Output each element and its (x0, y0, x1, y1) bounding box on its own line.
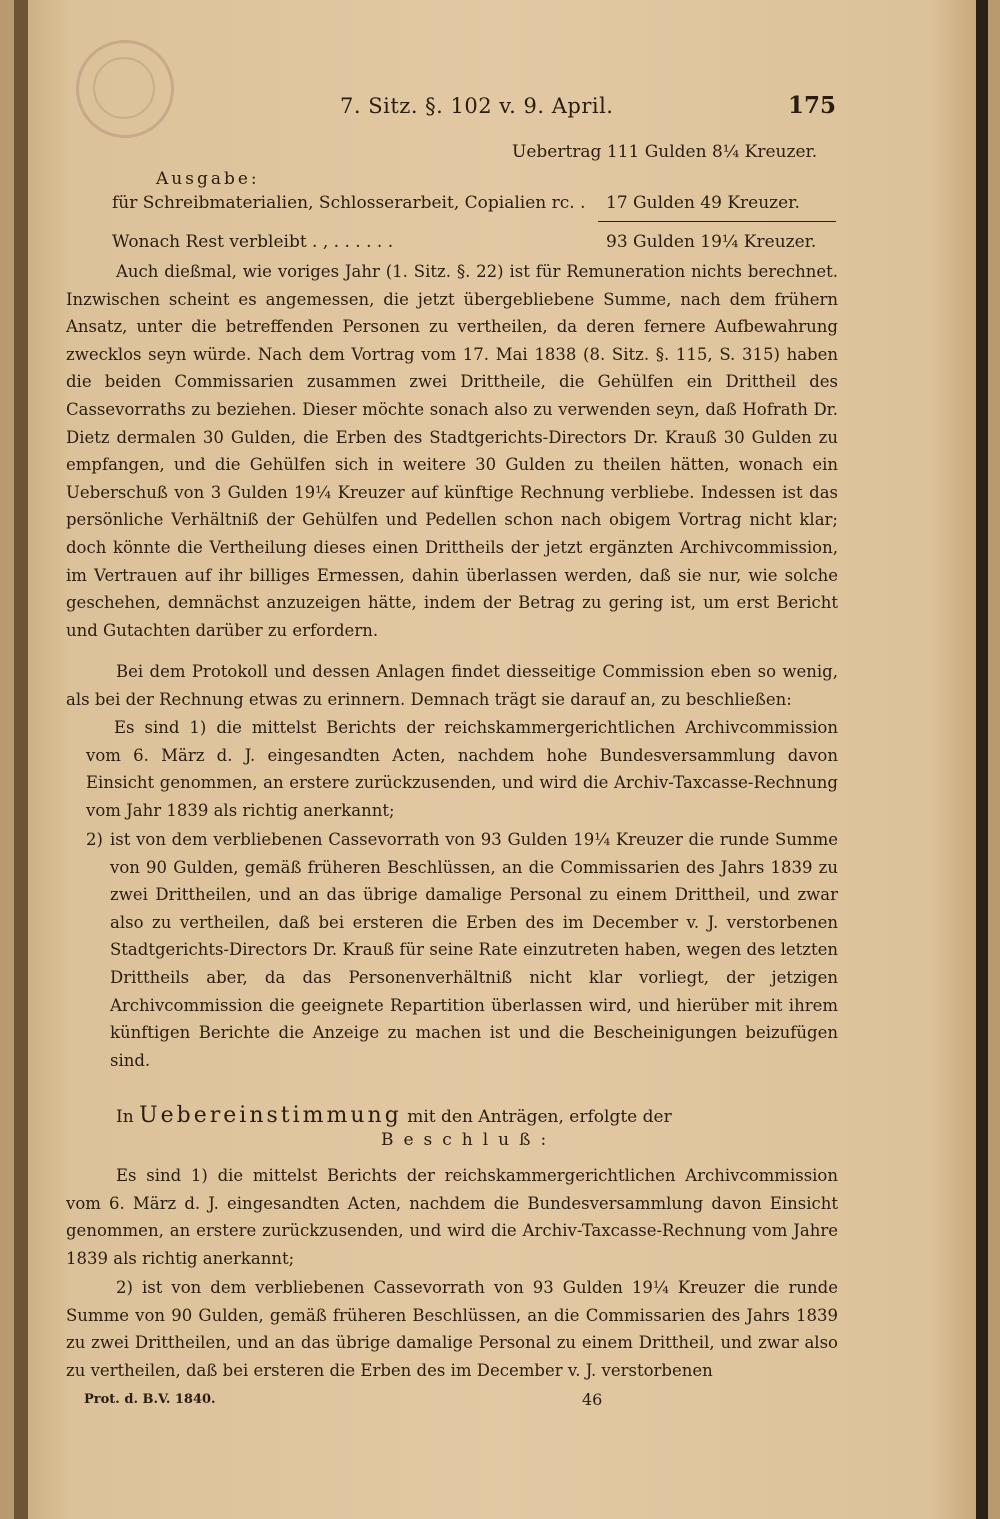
running-header: 7. Sitz. §. 102 v. 9. April. (340, 94, 614, 118)
sheet-number: 46 (582, 1390, 603, 1409)
proposal-item-2-number: 2) (86, 830, 103, 849)
sum-rule (598, 221, 836, 222)
resolution-item-1: Es sind 1) die mittelst Berichts der reichskammergerichtlichen Archivcommission vom 6. März d. J. eingesandten Acten, nachdem die Bundesversammlung davon Einsicht genommen, an erstere zurückzusenden, und wird die Archiv-Taxcasse-Rechnung vom Jahre 1839 als richtig anerkannt; (66, 1166, 838, 1268)
library-stamp (76, 40, 174, 138)
expense-amount: 17 Gulden 49 Kreuzer. (606, 193, 800, 213)
report-paragraph: Auch dießmal, wie voriges Jahr (1. Sitz. §. 22) ist für Remuneration nichts berechnet. Inzwischen scheint es angemessen, die jetzt übergebliebene Summe, nach dem frühern Ansatz, unter die betreffenden Personen zu vertheilen, da deren fernere Aufbewahrung zwecklos seyn würde. Nach dem Vortrag vom 17. Mai 1838 (8. Sitz. §. 115, S. 315) haben die beiden Commissarien zusammen zwei Drittheile, die Gehülfen ein Drittheil des Cassevorraths zu beziehen. Dieser möchte sonach also zu verwenden seyn, daß Hofrath Dr. Dietz dermalen 30 Gulden, die Erben des Stadtgerichts-Directors Dr. Krauß 30 Gulden zu empfangen, und die Gehülfen sich in weitere 30 Gulden zu theilen hätten, wonach ein Ueberschuß von 3 Gulden 19¼ Kreuzer auf künftige Rechnung verbliebe. Indessen ist das persönliche Verhältniß der Gehülfen und Pedellen schon nach obigem Vortrag nicht klar; doch könnte die Vertheilung dieses einen Drittheils der jetzt ergänzten Archivcommission, im Vertrauen auf ihr billiges Ermessen, dahin überlassen werden, daß sie nur, wie solche geschehen, demnächst anzuzeigen hätte, indem der Betrag zu gering ist, um erst Bericht und Gutachten darüber zu erfordern. (66, 262, 838, 640)
left-page-edge (14, 0, 28, 1519)
resolution-item-2: 2) ist von dem verbliebenen Cassevorrath von 93 Gulden 19¼ Kreuzer die runde Summe von 90 Gulden, gemäß früheren Beschlüssen, an die Commissarien des Jahrs 1839 zu zwei Drittheilen, und an das übrige damalige Personal zu einem Drittheil, und zwar also zu vertheilen, daß bei ersteren die Erben des im December v. J. verstorbenen (66, 1278, 838, 1380)
proposal-item-1: Es sind 1) die mittelst Berichts der reichskammergerichtlichen Archivcommission vom 6. März d. J. eingesandten Acten, nachdem hohe Bundesversammlung davon Einsicht genommen, an erstere zurückzusenden, und wird die Archiv-Taxcasse-Rechnung vom Jahr 1839 als richtig anerkannt; (86, 718, 838, 820)
proposal-item-2 (86, 826, 838, 1074)
motion-paragraph: Bei dem Protokoll und dessen Anlagen findet diesseitige Commission eben so wenig, als bei der Rechnung etwas zu erinnern. Demnach trägt sie darauf an, zu beschließen: (66, 662, 838, 709)
rest-amount: 93 Gulden 19¼ Kreuzer. (606, 232, 817, 252)
right-binding-edge (976, 0, 988, 1519)
expense-heading: Ausgabe: (156, 169, 260, 189)
resolution-intro-emphasis: Uebereinstimmung (139, 1103, 402, 1128)
rest-label: Wonach Rest verbleibt . , . . . . . . (112, 232, 394, 252)
expense-label: für Schreibmaterialien, Schlosserarbeit, Copialien rc. . (112, 193, 586, 213)
proposal-item-2-text: ist von dem verbliebenen Cassevorrath von 93 Gulden 19¼ Kreuzer die runde Summe von 90 Gulden, gemäß früheren Beschlüssen, an die Commissarien des Jahrs 1839 zu zwei Drittheilen, und an das übrige damalige Personal zu einem Drittheil, und zwar also zu vertheilen, daß bei ersteren die Erben des im December v. J. verstorbenen Stadtgerichts-Directors Dr. Krauß für seine Rate einzutreten haben, wegen des letzten Drittheils aber, da das Personenverhältniß nicht klar vorliegt, der jetzigen Archivcommission die geeignete Repartition überlassen wird, und hierüber mit ihrem künftigen Berichte die Anzeige zu machen ist und die Bescheinigungen beizufügen sind. (110, 830, 838, 1070)
resolution-intro: In Uebereinstimmung mit den Anträgen, erfolgte der (116, 1103, 672, 1128)
signature-mark: Prot. d. B.V. 1840. (84, 1392, 216, 1407)
page-number: 175 (788, 92, 837, 119)
resolution-title: Beschluß: (381, 1130, 557, 1150)
carry-over-line: Uebertrag 111 Gulden 8¼ Kreuzer. (512, 142, 818, 162)
